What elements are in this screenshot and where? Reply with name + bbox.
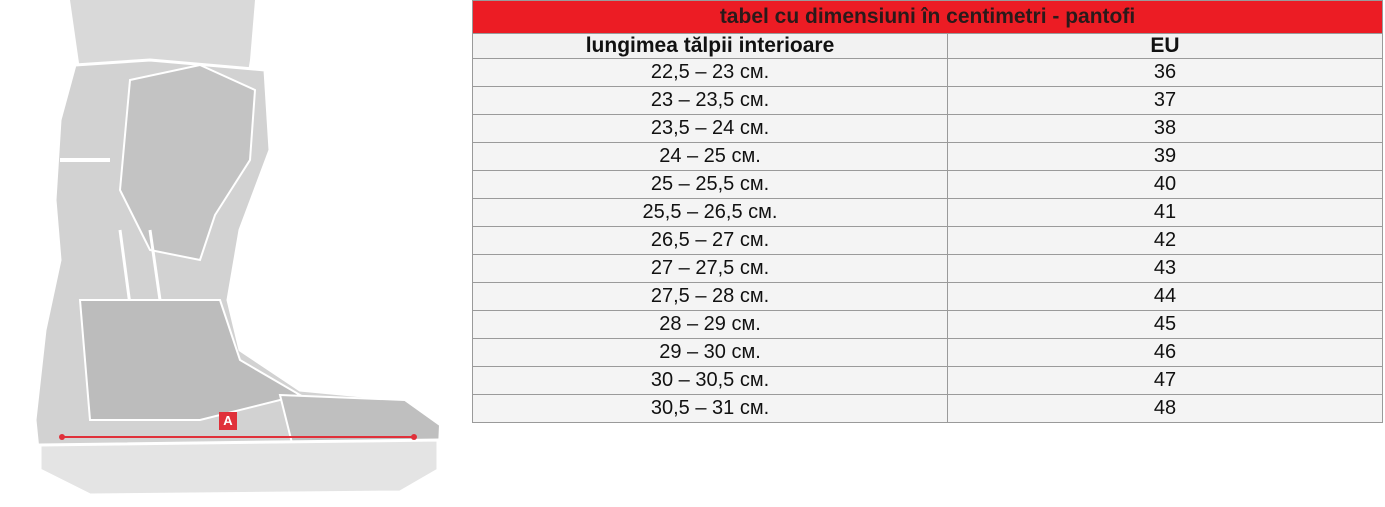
length-cell: 25 – 25,5 см. [473, 171, 948, 199]
eu-cell: 37 [948, 87, 1383, 115]
table-row [473, 115, 1383, 143]
eu-cell: 41 [948, 199, 1383, 227]
size-table [472, 0, 1383, 423]
length-cell: 23,5 – 24 см. [473, 115, 948, 143]
length-cell: 30,5 – 31 см. [473, 395, 948, 423]
eu-cell: 45 [948, 311, 1383, 339]
eu-cell: 40 [948, 171, 1383, 199]
column-header-length: lungimea tălpii interioare [473, 34, 948, 59]
table-title: tabel cu dimensiuni în centimetri - pantofi [473, 1, 1383, 34]
eu-cell: 38 [948, 115, 1383, 143]
table-row [473, 199, 1383, 227]
table-row [473, 395, 1383, 423]
length-cell: 28 – 29 см. [473, 311, 948, 339]
table-row [473, 367, 1383, 395]
eu-cell: 46 [948, 339, 1383, 367]
table-row [473, 255, 1383, 283]
boot-illustration [0, 0, 470, 502]
length-cell: 27 – 27,5 см. [473, 255, 948, 283]
table-row [473, 311, 1383, 339]
column-header-eu: EU [948, 34, 1383, 59]
eu-cell: 36 [948, 59, 1383, 87]
eu-cell: 39 [948, 143, 1383, 171]
length-cell: 25,5 – 26,5 см. [473, 199, 948, 227]
table-row [473, 283, 1383, 311]
table-row [473, 171, 1383, 199]
table-row [473, 143, 1383, 171]
eu-cell: 43 [948, 255, 1383, 283]
table-row [473, 59, 1383, 87]
length-cell: 27,5 – 28 см. [473, 283, 948, 311]
length-cell: 23 – 23,5 см. [473, 87, 948, 115]
table-row [473, 339, 1383, 367]
marker-a-label: A [223, 413, 233, 428]
table-row [473, 227, 1383, 255]
length-cell: 30 – 30,5 см. [473, 367, 948, 395]
eu-cell: 42 [948, 227, 1383, 255]
length-cell: 22,5 – 23 см. [473, 59, 948, 87]
table-row [473, 87, 1383, 115]
eu-cell: 47 [948, 367, 1383, 395]
length-cell: 26,5 – 27 см. [473, 227, 948, 255]
length-cell: 24 – 25 см. [473, 143, 948, 171]
eu-cell: 44 [948, 283, 1383, 311]
eu-cell: 48 [948, 395, 1383, 423]
length-cell: 29 – 30 см. [473, 339, 948, 367]
